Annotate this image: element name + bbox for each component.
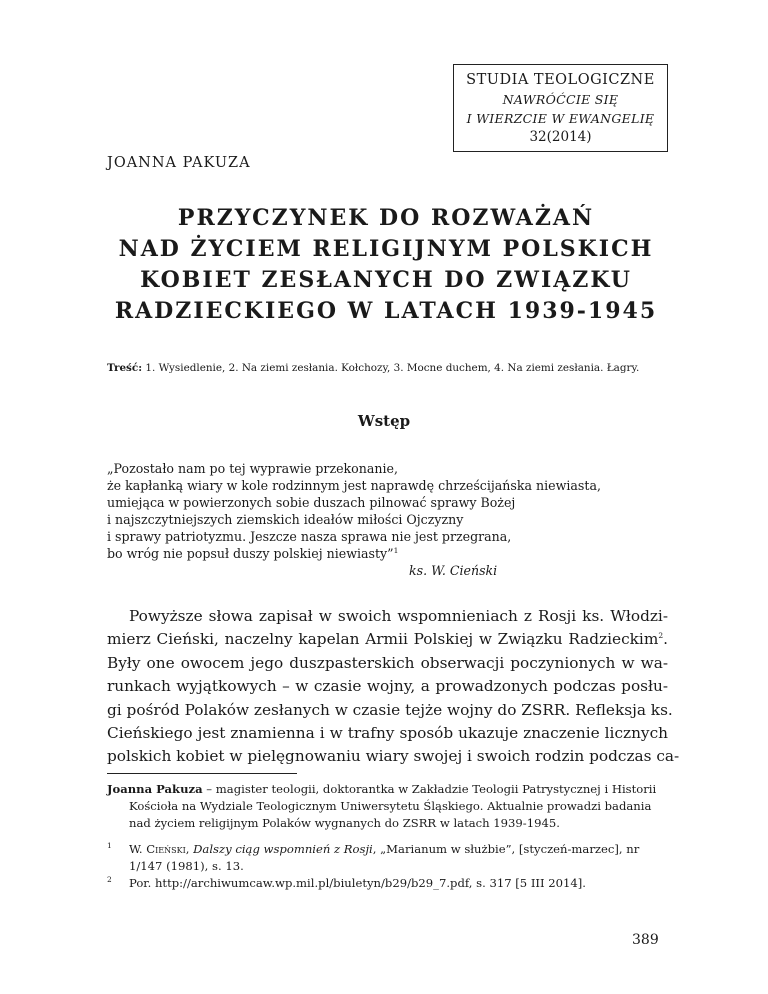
footnote-cited-author: W. Cieński [129,842,186,857]
title-line: PRZYCZYNEK DO ROZWAŻAŃ [177,205,595,231]
footnote [107,875,668,892]
article-author: JOANNA PAKUZA [107,155,251,171]
contents-label: Treść: [107,362,143,374]
epigraph-line: i sprawy patriotyzmu. Jeszcze nasza sprawa nie jest przegrana, [107,529,512,544]
body-line: Były one owocem jego duszpasterskich obserwacji poczynionych w wa- [107,653,668,672]
epigraph-line: „Pozostało nam po tej wyprawie przekonanie, [107,461,398,476]
title-line: KOBIET ZESŁANYCH DO ZWIĄZKU [140,267,632,293]
footnote-cited-title: Dalszy ciąg wspomnień z Rosji [193,842,373,857]
body-line [107,628,668,651]
epigraph-line [107,545,601,562]
title-line: NAD ŻYCIEM RELIGIJNYM POLSKICH [118,236,654,262]
journal-subtitle-line1: NAWRÓĆCIE SIĘ [502,92,619,107]
footnote-ref: 1 [393,545,399,555]
footnotes [107,781,668,892]
footnote: 1 W. Cieński, Dalszy ciąg wspomnień z Rosji, „Marianum w służbie”, [styczeń-marzec], nr 1/147 (1981), s. 13. [107,841,668,875]
author-note-name: Joanna Pakuza [107,782,203,796]
body-line-end: . [663,630,668,649]
footnote-number: 2 [107,874,112,884]
body-line-text: mierz Cieński, naczelny kapelan Armii Polskiej w Związku Radzieckim [107,630,659,649]
journal-volume: 32(2014) [529,129,592,145]
epigraph-line: umiejąca w powierzonych sobie duszach pilnować sprawy Bożej [107,495,516,510]
body-paragraph [107,605,680,769]
footnote-divider [107,773,297,774]
author-note-bio: – magister teologii, doktorantka w Zakładzie Teologii Patrystycznej i Historii Kościoła na Wydziale Teologicznym Uniwersytetu Śląskiego. Aktualnie prowadzi badania nad życiem religijnym Polaków wygnanych do ZSRR w latach 1939-1945. [129,782,657,830]
epigraph-line: i najszczytniejszych ziemskich ideałów miłości Ojczyzny [107,512,464,527]
footnote-rest: , „Marianum w służbie”, [styczeń-marzec], nr 1/147 (1981), s. 13. [129,842,640,874]
body-line: polskich kobiet w pielęgnowaniu wiary swojej i swoich rodzin podczas ca- [107,747,680,766]
epigraph-line: że kapłanką wiary w kole rodzinnym jest naprawdę chrześcijańska niewiasta, [107,478,601,493]
epigraph-last-text: bo wróg nie popsuł duszy polskiej niewiasty” [107,546,394,561]
title-line: RADZIECKIEGO W LATACH 1939-1945 [114,298,658,324]
contents-text: 1. Wysiedlenie, 2. Na ziemi zesłania. Kołchozy, 3. Mocne duchem, 4. Na ziemi zesłania. Łagry. [142,362,640,374]
article-title [80,203,692,327]
page-number: 389 [632,932,659,948]
footnote-text: Por. http://archiwumcaw.wp.mil.pl/biuletyn/b29/b29_7.pdf, s. 317 [5 III 2014]. [129,875,586,890]
body-line: Cieńskiego jest znamienna i w trafny sposób ukazuje znaczenie licznych [107,724,668,743]
journal-info-box [453,64,668,152]
epigraph-attribution: ks. W. Cieński [409,563,498,578]
section-heading: Wstęp [357,412,411,430]
epigraph [107,460,601,579]
body-line: runkach wyjątkowych – w czasie wojny, a prowadzonych podczas posłu- [107,677,668,696]
body-line: Powyższe słowa zapisał w swoich wspomnieniach z Rosji ks. Włodzi- [129,607,668,625]
author-note [107,781,668,831]
footnote-ref: 2 [658,631,664,641]
body-line: gi pośród Polaków zesłanych w czasie tejże wojny do ZSRR. Refleksja ks. [107,700,673,719]
footnote-number: 1 [107,841,112,851]
journal-subtitle-line2: I WIERZCIE W EWANGELIĘ [466,111,655,126]
table-of-contents [107,362,639,374]
journal-name: STUDIA TEOLOGICZNE [466,72,655,88]
